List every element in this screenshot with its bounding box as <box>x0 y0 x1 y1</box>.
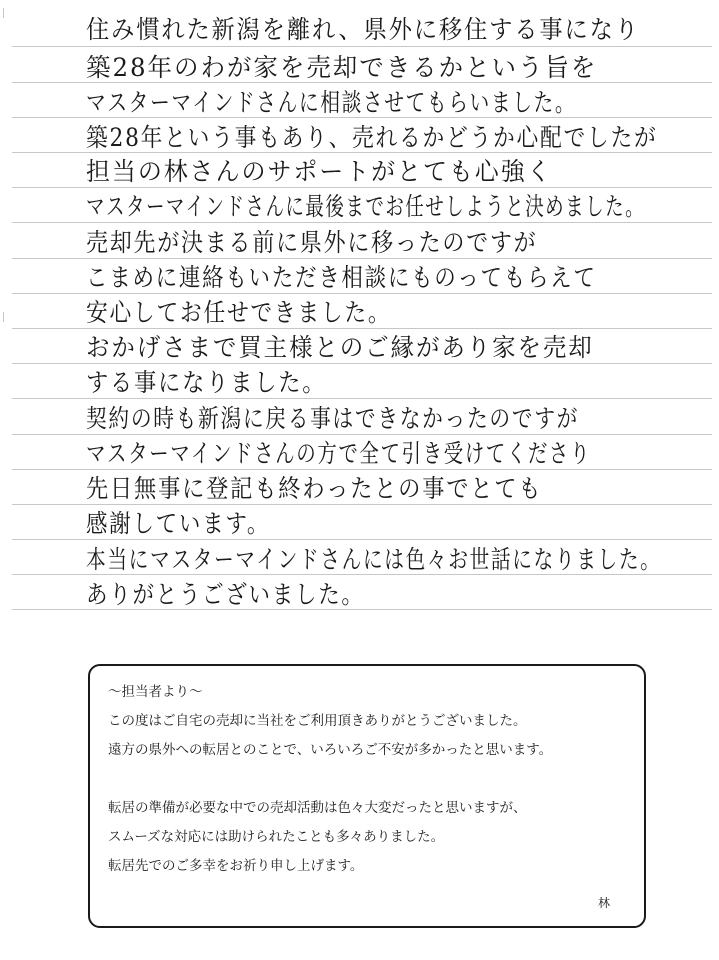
letter-line: 売却先が決まる前に県外に移ったのですが <box>86 228 538 257</box>
rule-line <box>12 222 712 223</box>
staff-signature: 林 <box>598 896 611 910</box>
letter-line: 住み慣れた新潟を離れ、県外に移住する事になり <box>86 15 640 44</box>
staff-comment-heading: ～担当者より～ <box>108 684 203 700</box>
letter-line: 契約の時も新潟に戻る事はできなかったのですが <box>86 404 580 433</box>
letter-line: 安心してお任せできました。 <box>86 298 392 327</box>
staff-comment-line: 転居の準備が必要な中での売却活動は色々大変だったと思いますが、 <box>108 800 527 816</box>
letter-line: ありがとうございました。 <box>86 580 365 609</box>
letter-line: 担当の林さんのサポートがとても心強く <box>86 157 553 186</box>
letter-line: マスターマインドさんに相談させてもらいました。 <box>86 88 577 117</box>
rule-line <box>12 117 712 118</box>
staff-comment-line: この度はご自宅の売却に当社をご利用頂きありがとうございました。 <box>108 713 527 729</box>
staff-comment-box <box>88 664 646 928</box>
staff-comment-line: 転居先でのご多幸をお祈り申し上げます。 <box>108 858 364 874</box>
letter-line: おかげさまで買主様とのご縁があり家を売却 <box>86 333 594 362</box>
staff-comment-line: 遠方の県外への転居とのことで、いろいろご不安が多かったと思います。 <box>108 742 553 758</box>
rule-line <box>12 469 712 470</box>
margin-tick <box>3 312 4 322</box>
rule-line <box>12 328 712 329</box>
letter-line: 感謝しています。 <box>86 509 271 538</box>
letter-line: 築28年という事もあり、売れるかどうか心配でしたが <box>86 123 658 152</box>
rule-line <box>12 363 712 364</box>
rule-line <box>12 293 712 294</box>
staff-comment-line: スムーズな対応には助けられたことも多々ありました。 <box>108 829 445 845</box>
letter-line: 築28年のわが家を売却できるかという旨を <box>86 53 598 82</box>
letter-line: 先日無事に登記も終わったとの事でとても <box>86 474 543 503</box>
rule-line <box>12 504 712 505</box>
rule-line <box>12 398 712 399</box>
rule-line <box>12 609 712 610</box>
rule-line <box>12 539 712 540</box>
rule-line <box>12 258 712 259</box>
rule-line <box>12 434 712 435</box>
margin-tick <box>3 8 4 18</box>
letter-line: 本当にマスターマインドさんには色々お世話になりました。 <box>86 545 662 574</box>
rule-line <box>12 82 712 83</box>
letter-line: マスターマインドさんに最後までお任せしようと決めました。 <box>86 192 646 221</box>
rule-line <box>12 574 712 575</box>
letter-line: こまめに連絡もいただき相談にものってもらえて <box>86 263 597 292</box>
letter-line: する事になりました。 <box>86 368 327 397</box>
letter-line: マスターマインドさんの方で全て引き受けてくださり <box>86 439 592 468</box>
rule-line <box>12 152 712 153</box>
rule-line <box>12 187 712 188</box>
rule-line <box>12 46 712 47</box>
